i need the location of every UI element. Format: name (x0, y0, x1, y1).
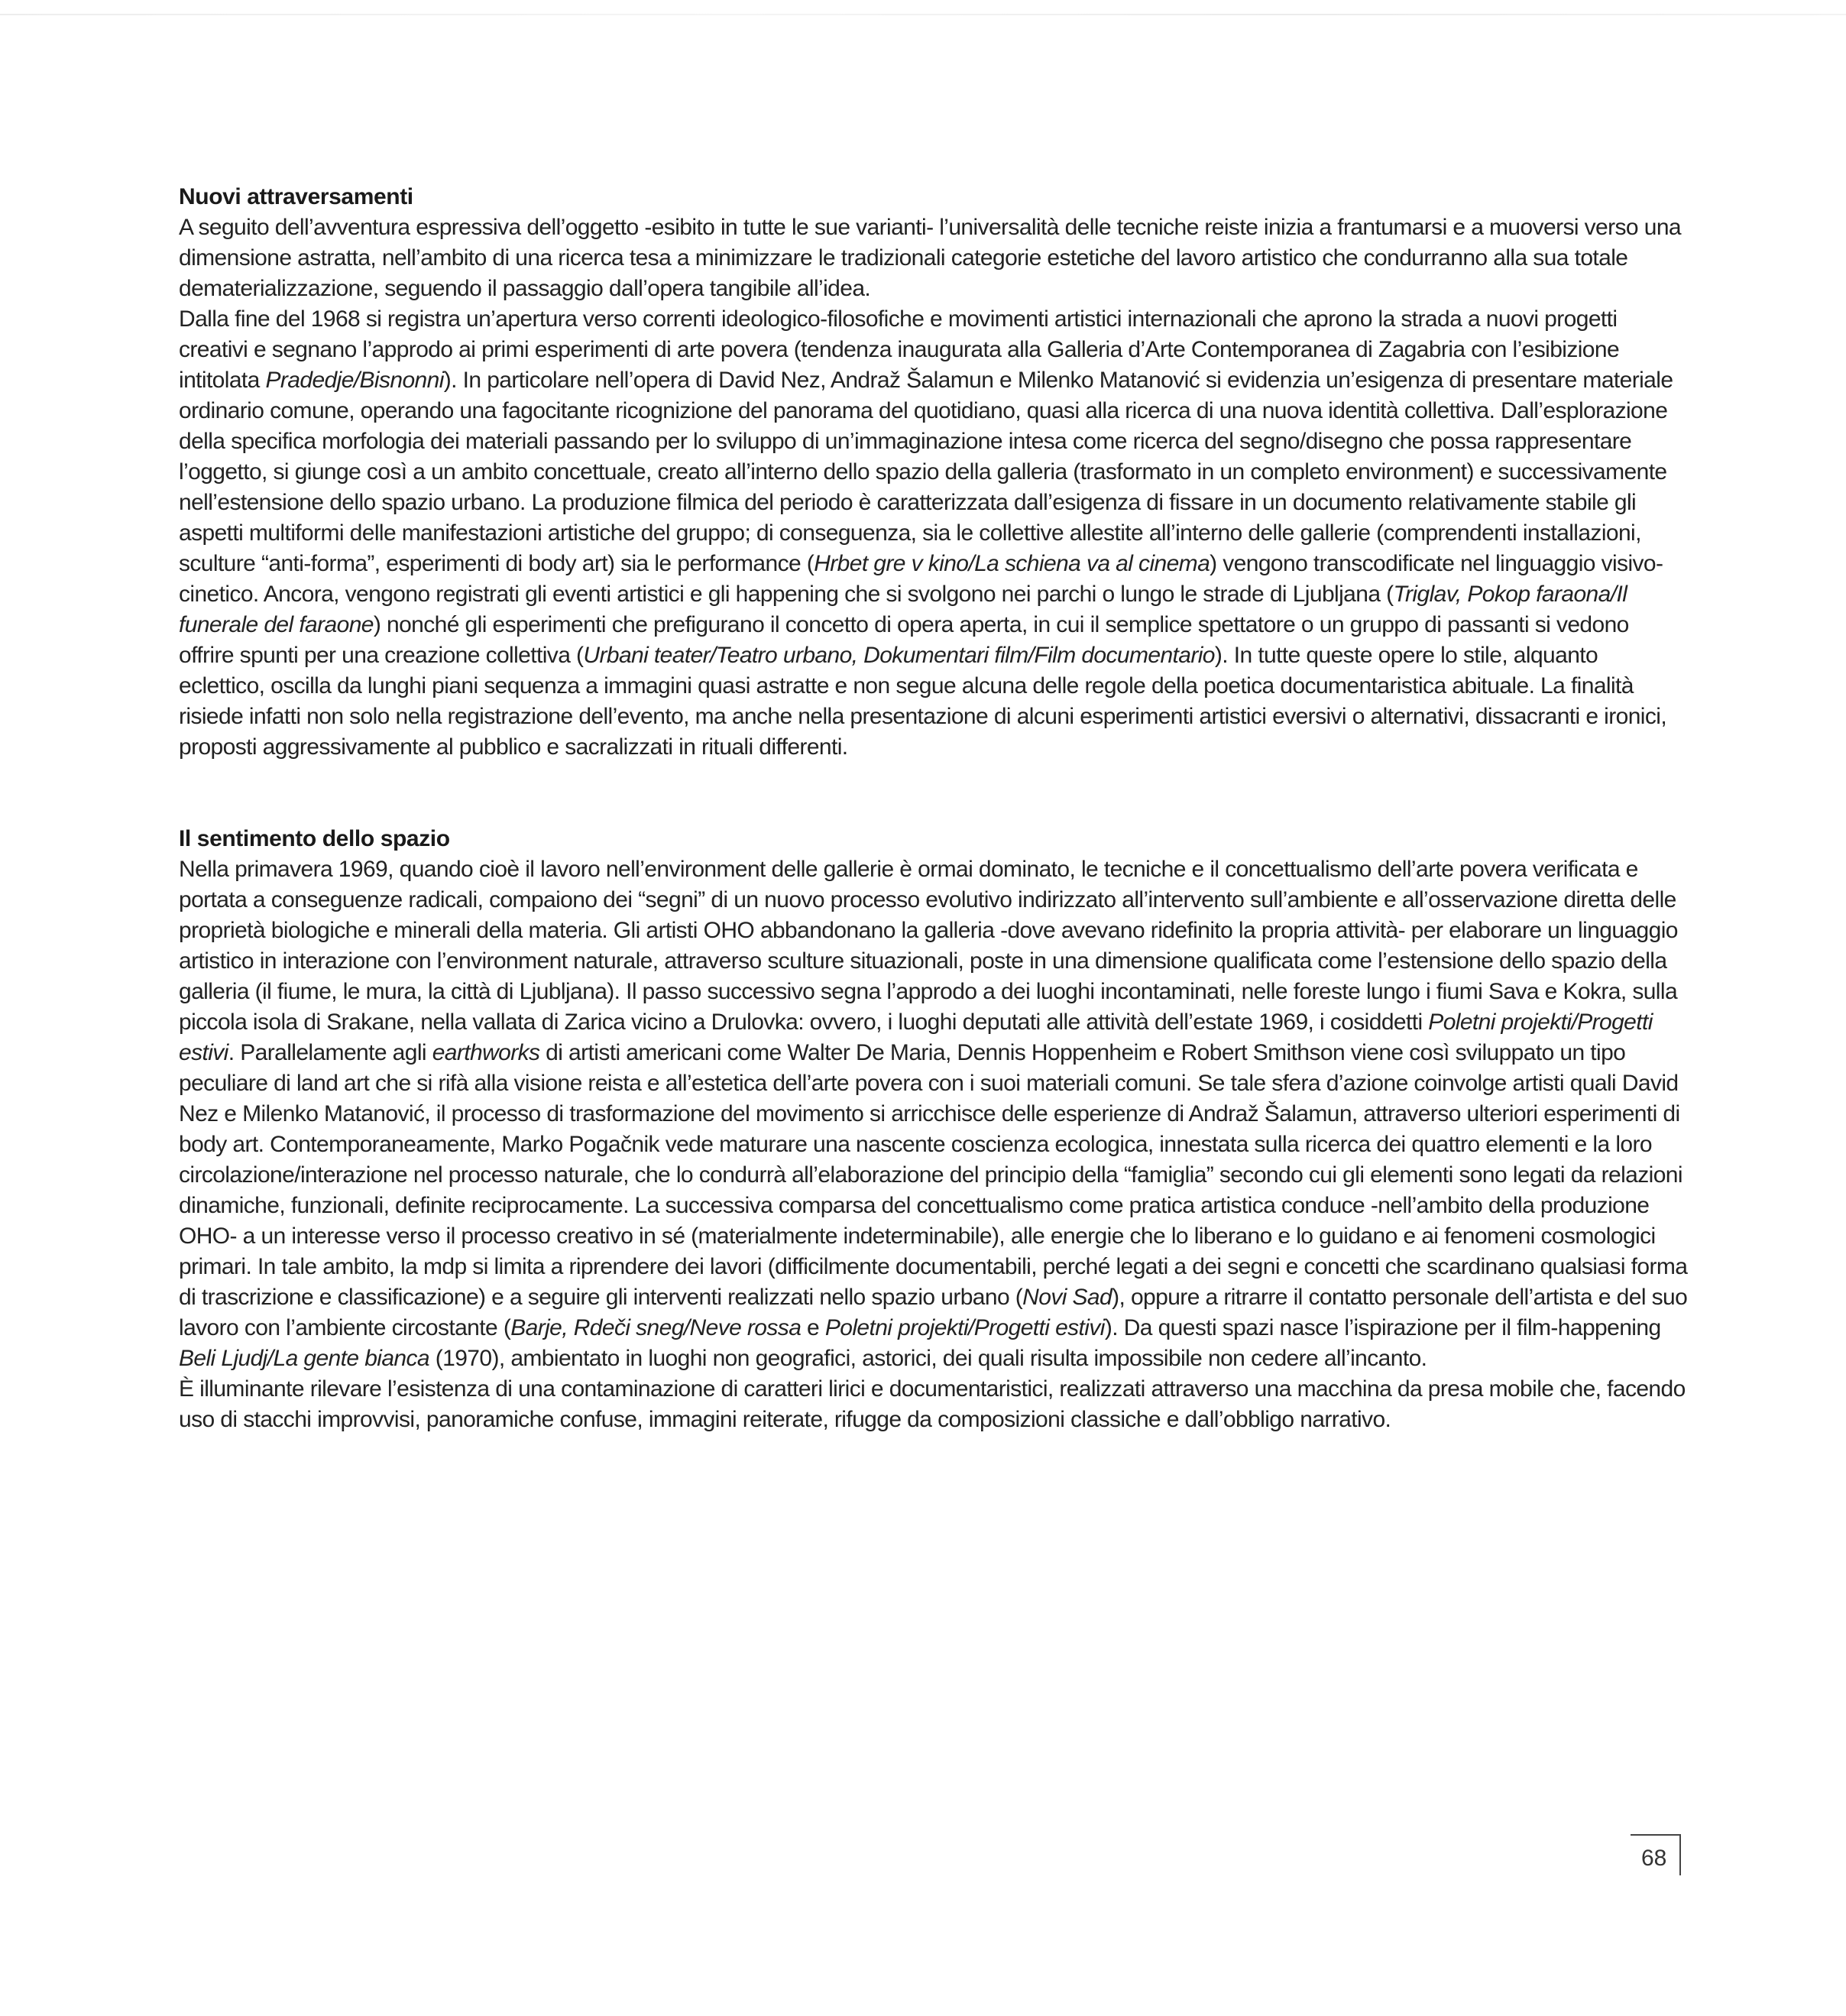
text-span: Dalla fine del 1968 si registra un’apertura verso correnti ideologico-filosofiche e movimenti artistici internazionali che aprono la strada a nuovi progetti creativi e segnano l’approdo ai primi esperimenti di arte povera (tendenza inaugurata alla Galleria d’Arte Contemporanea di Zagabria con l’esibizione intitolata (179, 306, 1620, 393)
paragraph (179, 212, 1689, 304)
italic-title-span: Pradedje/Bisnonni (265, 368, 444, 393)
text-span: ). Da questi spazi nasce l’ispirazione per il film-happening (1104, 1315, 1661, 1340)
text-span: Nella primavera 1969, quando cioè il lavoro nell’environment delle gallerie è ormai dominato, le tecniche e il concettualismo dell’arte povera verificata e portata a conseguenze radicali, compaiono dei “segni” di un nuovo processo evolutivo indirizzato all’intervento sull’ambiente e all’osservazione diretta delle proprietà biologiche e minerali della materia. Gli artisti OHO abbandonano la galleria -dove avevano ridefinito la propria attività- per elaborare un linguaggio artistico in interazione con l’environment naturale, attraverso sculture situazionali, poste in una dimensione qualificata come l’estensione dello spazio della galleria (il fiume, le mura, la città di Ljubljana). Il passo successivo segna l’approdo a dei luoghi incontaminati, nelle foreste lungo i fiumi Sava e Kokra, sulla piccola isola di Srakane, nella vallata di Zarica vicino a Drulovka: ovvero, i luoghi deputati alle attività dell’estate 1969, i cosiddetti (179, 857, 1678, 1035)
text-span: e (801, 1315, 825, 1340)
section-title: Il sentimento dello spazio (179, 826, 450, 851)
italic-title-span: Hrbet gre v kino/La schiena va al cinema (814, 551, 1210, 576)
section-nuovi-attraversamenti (179, 182, 1689, 763)
paragraph (179, 854, 1689, 1374)
body-text (179, 182, 1689, 1435)
text-span: A seguito dell’avventura espressiva dell’oggetto -esibito in tutte le sue varianti- l’universalità delle tecniche reiste inizia a frantumarsi e a muoversi verso una dimensione astratta, nell’ambito di una ricerca tesa a minimizzare le tradizionali categorie estetiche del lavoro artistico che condurranno alla sua totale dematerializzazione, seguendo il passaggio dall’opera tangibile all’idea. (179, 215, 1682, 301)
italic-title-span: Novi Sad (1022, 1285, 1112, 1310)
section-il-sentimento-dello-spazio (179, 824, 1689, 1435)
text-span: . Parallelamente agli (228, 1040, 432, 1065)
paragraph (179, 1374, 1689, 1435)
italic-title-span: Triglav, Pokop faraona/Il funerale del faraone (179, 582, 1627, 637)
paragraph (179, 304, 1689, 763)
text-span: ). In tutte queste opere lo stile, alquanto eclettico, oscilla da lunghi piani sequenza a immagini quasi astratte e non segue alcuna delle regole della poetica documentaristica abituale. La finalità risiede infatti non solo nella registrazione dell’evento, ma anche nella presentazione di alcuni esperimenti artistici eversivi o alternativi, dissacranti e ironici, proposti aggressivamente al pubblico e sacralizzati in rituali differenti. (179, 643, 1667, 760)
italic-title-span: Barje, Rdeči sneg/Neve rossa (510, 1315, 802, 1340)
italic-title-span: Beli Ljudj/La gente bianca (179, 1346, 429, 1371)
text-span: ), oppure a ritrarre il contatto personale dell’artista e del suo lavoro con l’ambiente circostante ( (179, 1285, 1688, 1340)
italic-title-span: earthworks (432, 1040, 540, 1065)
italic-title-span: Poletni projekti/Progetti estivi (179, 1010, 1653, 1065)
section-title: Nuovi attraversamenti (179, 184, 413, 209)
text-span: ) vengono transcodificate nel linguaggio visivo-cinetico. Ancora, vengono registrati gli eventi artistici e gli happening che si svolgono nei parchi o lungo le strade di Ljubljana ( (179, 551, 1663, 607)
page-number: 68 (1641, 1846, 1667, 1871)
text-span: (1970), ambientato in luoghi non geografici, astorici, dei quali risulta impossibile non cedere all’incanto. (429, 1346, 1427, 1371)
text-span: ). In particolare nell’opera di David Nez, Andraž Šalamun e Milenko Matanović si evidenzia un’esigenza di presentare materiale ordinario comune, operando una fagocitante ricognizione del panorama del quotidiano, quasi alla ricerca di una nuova identità collettiva. Dall’esplorazione della specifica morfologia dei materiali passando per lo sviluppo di un’immaginazione intesa come ricerca del segno/disegno che possa rappresentare l’oggetto, si giunge così a un ambito concettuale, creato all’interno dello spazio della galleria (trasformato in un completo environment) e successivamente nell’estensione dello spazio urbano. La produzione filmica del periodo è caratterizzata dall’esigenza di fissare in un documento relativamente stabile gli aspetti multiformi delle manifestazioni artistiche del gruppo; di conseguenza, sia le collettive allestite all’interno delle gallerie (comprendenti installazioni, sculture “anti-forma”, esperimenti di body art) sia le performance ( (179, 368, 1673, 576)
text-span: È illuminante rilevare l’esistenza di una contaminazione di caratteri lirici e documentaristici, realizzati attraverso una macchina da presa mobile che, facendo uso di stacchi improvvisi, panoramiche confuse, immagini reiterate, rifugge da composizioni classiche e dall’obbligo narrativo. (179, 1376, 1686, 1432)
scan-top-edge (0, 14, 1846, 15)
text-span: ) nonché gli esperimenti che prefigurano il concetto di opera aperta, in cui il semplice spettatore o un gruppo di passanti si vedono offrire spunti per una creazione collettiva ( (179, 612, 1629, 668)
italic-title-span: Poletni projekti/Progetti estivi (824, 1315, 1105, 1340)
text-span: di artisti americani come Walter De Maria, Dennis Hoppenheim e Robert Smithson viene così sviluppato un tipo peculiare di land art che si rifà alla visione reista e all’estetica dell’arte povera con i suoi materiali comuni. Se tale sfera d’azione coinvolge artisti quali David Nez e Milenko Matanović, il processo di trasformazione del movimento si arricchisce delle esperienze di Andraž Šalamun, attraverso ulteriori esperimenti di body art. Contemporaneamente, Marko Pogačnik vede maturare una nascente coscienza ecologica, innestata sulla ricerca dei quattro elementi e la loro circolazione/interazione nel processo naturale, che lo condurrà all’elaborazione del principio della “famiglia” secondo cui gli elementi sono legati da relazioni dinamiche, funzionali, definite reciprocamente. La successiva comparsa del concettualismo come pratica artistica conduce -nell’ambito della produzione OHO- a un interesse verso il processo creativo in sé (materialmente indeterminabile), alle energie che lo liberano e lo guidano e ai fenomeni cosmologici primari. In tale ambito, la mdp si limita a riprendere dei lavori (difficilmente documentabili, perché legati a dei segni e concetti che scardinano qualsiasi forma di trascrizione e classificazione) e a seguire gli interventi realizzati nello spazio urbano ( (179, 1040, 1688, 1310)
italic-title-span: Urbani teater/Teatro urbano, Dokumentari film/Film documentario (583, 643, 1215, 668)
